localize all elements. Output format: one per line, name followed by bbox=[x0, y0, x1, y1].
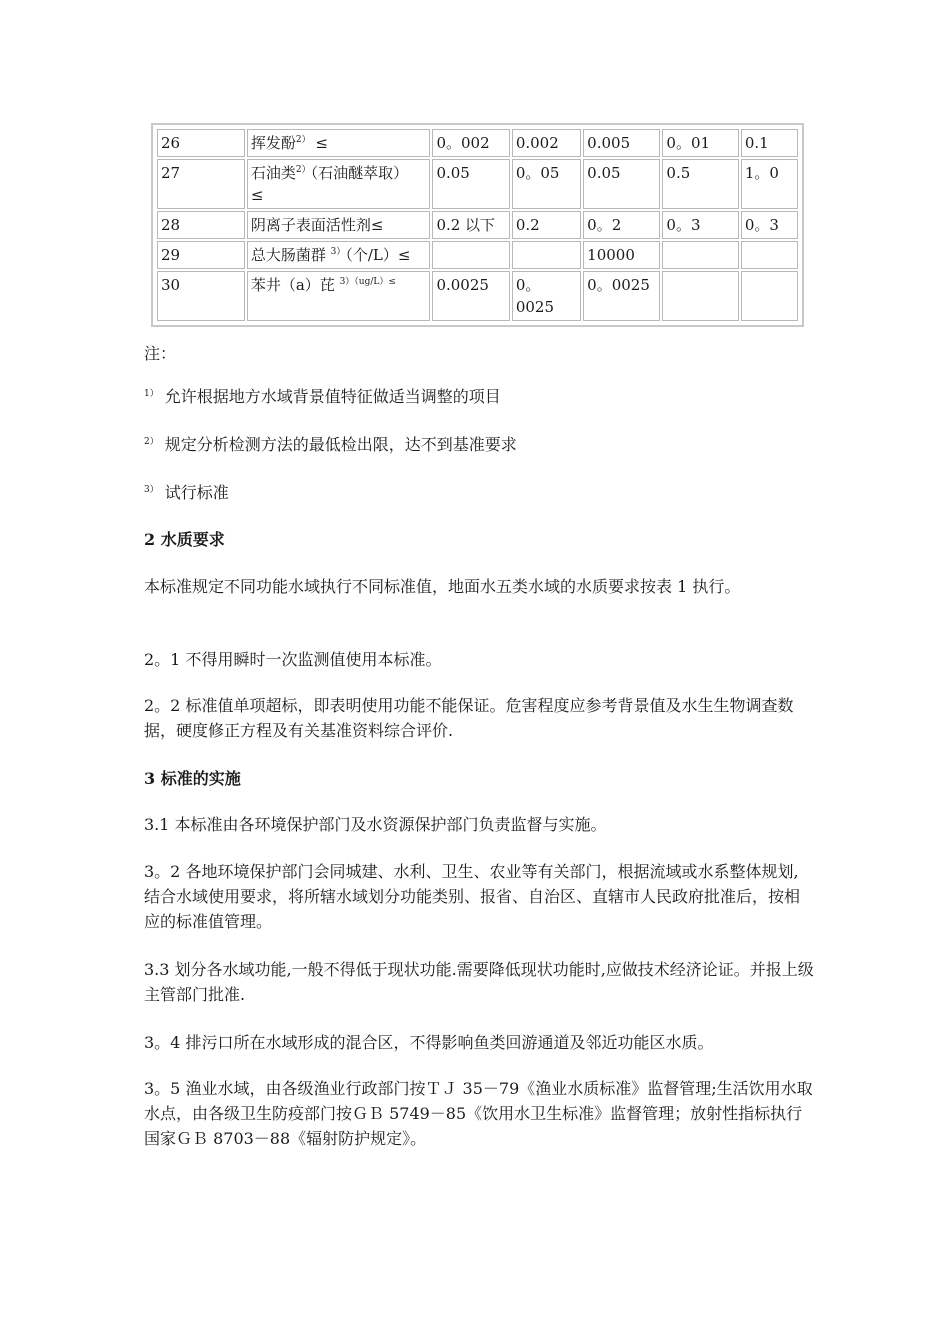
paragraph: 本标准规定不同功能水域执行不同标准值，地面水五类水域的水质要求按表 1 执行。 bbox=[144, 577, 741, 596]
table-row bbox=[157, 241, 798, 269]
value-class-5: 0.1 bbox=[741, 129, 798, 157]
table-row bbox=[157, 211, 798, 239]
value-class-2: 0。0025 bbox=[512, 271, 581, 321]
value-class-1: 0。002 bbox=[432, 129, 509, 157]
item-name: 挥发酚$^{2)}$ ≤ bbox=[247, 129, 431, 157]
value-class-1 bbox=[432, 241, 509, 269]
item-name: 苯井（a）芘 $^{3)(ug/L)\le}$ bbox=[247, 271, 431, 321]
paragraph: 2。1 不得用瞬时一次监测值使用本标准。 bbox=[144, 650, 442, 669]
paragraph: 3。4 排污口所在水域形成的混合区，不得影响鱼类回游通道及邻近功能区水质。 bbox=[144, 1033, 714, 1052]
item-name: 总大肠菌群 $^{3)}$（个/L）≤ bbox=[247, 241, 431, 269]
row-number: 27 bbox=[157, 159, 245, 209]
note-item: $^{2)}$ 规定分析检测方法的最低检出限，达不到基准要求 bbox=[144, 435, 517, 454]
paragraph: 2。2 标准值单项超标，即表明使用功能不能保证。危害程度应参考背景值及水生生物调查数据，硬度修正方程及有关基准资料综合评价. bbox=[144, 696, 794, 740]
value-class-5 bbox=[741, 271, 798, 321]
value-class-1: 0.0025 bbox=[432, 271, 509, 321]
value-class-5: 1。0 bbox=[741, 159, 798, 209]
paragraph: 3。2 各地环境保护部门会同城建、水利、卫生、农业等有关部门，根据流域或水系整体规划,结合水域使用要求，将所辖水域划分功能类别、报省、自治区、直辖市人民政府批准后，按相应的标准值管理。 bbox=[144, 862, 801, 931]
value-class-1: 0.05 bbox=[432, 159, 509, 209]
value-class-3: 0。0025 bbox=[583, 271, 660, 321]
notes-label: 注： bbox=[144, 344, 177, 363]
section-heading: 2 水质要求 bbox=[144, 530, 225, 549]
row-number: 29 bbox=[157, 241, 245, 269]
row-number: 30 bbox=[157, 271, 245, 321]
table-row bbox=[157, 159, 798, 209]
value-class-1: 0.2 以下 bbox=[432, 211, 509, 239]
paragraph: 3。5 渔业水域，由各级渔业行政部门按ＴＪ 35－79《渔业水质标准》监督管理;生活饮用水取水点，由各级卫生防疫部门按ＧＢ 5749－85《饮用水卫生标准》监督管理；放射性指标执行国家ＧＢ 8703－88《辐射防护规定》。 bbox=[144, 1079, 813, 1148]
value-class-3: 0.005 bbox=[583, 129, 660, 157]
standards-table bbox=[155, 127, 800, 323]
row-number: 26 bbox=[157, 129, 245, 157]
note-item: $^{3)}$ 试行标准 bbox=[144, 483, 229, 502]
row-number: 28 bbox=[157, 211, 245, 239]
value-class-2: 0.2 bbox=[512, 211, 581, 239]
value-class-5: 0。3 bbox=[741, 211, 798, 239]
note-item: $^{1)}$ 允许根据地方水域背景值特征做适当调整的项目 bbox=[144, 387, 501, 406]
value-class-2 bbox=[512, 241, 581, 269]
paragraph: 3.3 划分各水域功能,一般不得低于现状功能.需要降低现状功能时,应做技术经济论证。并报上级主管部门批准. bbox=[144, 960, 814, 1004]
value-class-2: 0。05 bbox=[512, 159, 581, 209]
value-class-4: 0.5 bbox=[662, 159, 738, 209]
value-class-4: 0。3 bbox=[662, 211, 738, 239]
value-class-4 bbox=[662, 241, 738, 269]
paragraph: 3.1 本标准由各环境保护部门及水资源保护部门负责监督与实施。 bbox=[144, 815, 607, 834]
item-name: 石油类$^{2)}$（石油醚萃取） ≤ bbox=[247, 159, 431, 209]
value-class-3: 10000 bbox=[583, 241, 660, 269]
section-heading: 3 标准的实施 bbox=[144, 769, 241, 788]
value-class-3: 0.05 bbox=[583, 159, 660, 209]
standards-table-frame bbox=[151, 123, 804, 327]
table-row bbox=[157, 271, 798, 321]
item-name: 阴离子表面活性剂≤ bbox=[247, 211, 431, 239]
value-class-4: 0。01 bbox=[662, 129, 738, 157]
table-row bbox=[157, 129, 798, 157]
value-class-3: 0。2 bbox=[583, 211, 660, 239]
value-class-5 bbox=[741, 241, 798, 269]
value-class-2: 0.002 bbox=[512, 129, 581, 157]
value-class-4 bbox=[662, 271, 738, 321]
